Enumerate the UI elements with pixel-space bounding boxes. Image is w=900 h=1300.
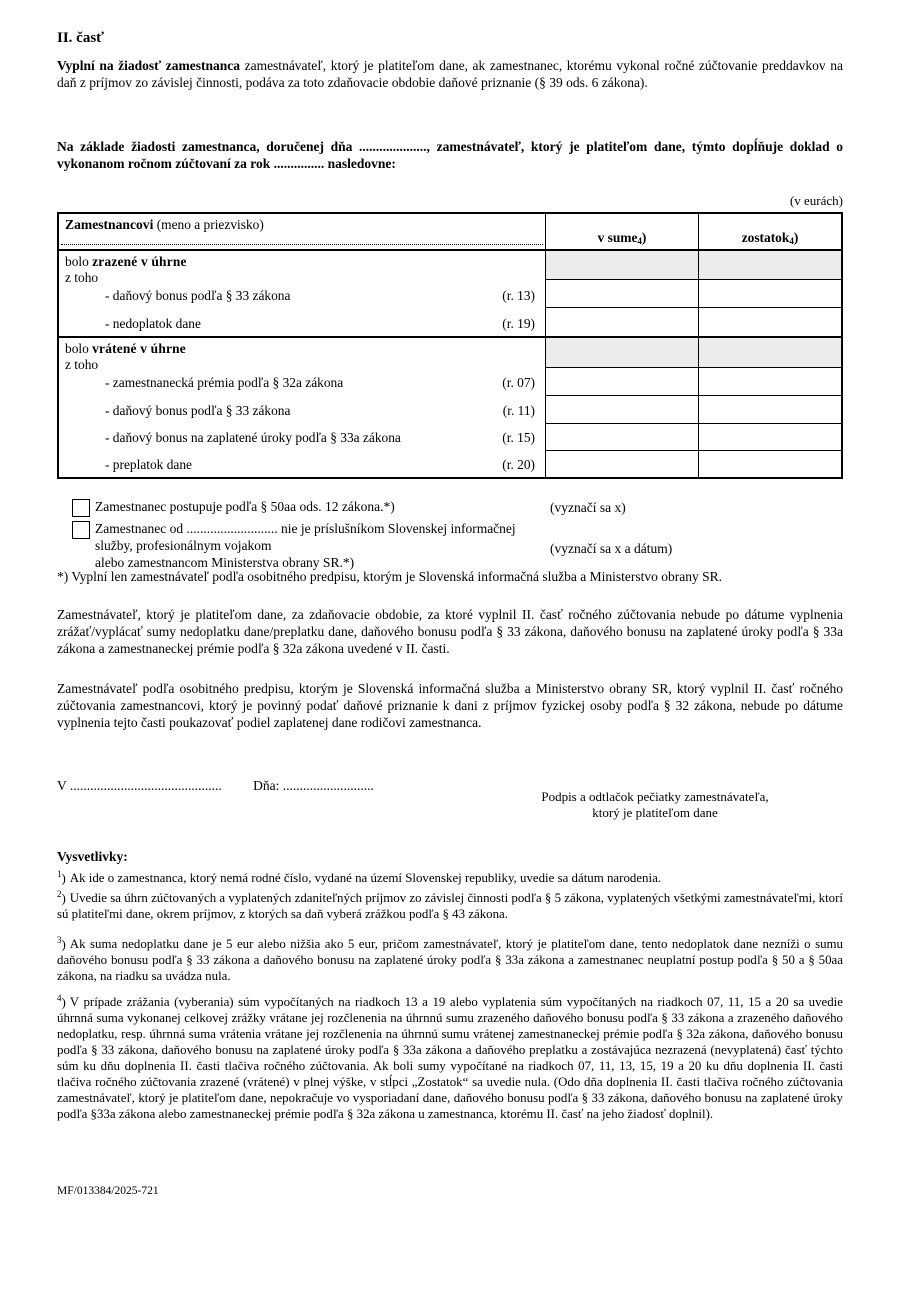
declaration-sis-label xyxy=(95,520,550,571)
column-header-balance-label: zostatok xyxy=(741,230,790,245)
declaration-sis-label-line2: alebo zamestnancom Ministerstva obrany SR.*) xyxy=(95,555,355,570)
withheld-group-title xyxy=(65,254,539,270)
row-label-r11-text: - daňový bonus podľa § 33 zákona xyxy=(105,403,291,418)
employee-name-label-bold: Zamestnancovi xyxy=(65,217,154,232)
withheld-group-labels xyxy=(59,251,546,336)
date-label: Dňa: xyxy=(253,778,280,793)
cell-r19-balance[interactable] xyxy=(699,308,841,336)
declaration-row-50aa xyxy=(57,498,843,517)
footnote-3 xyxy=(57,932,843,984)
withheld-title-prefix: bolo xyxy=(65,254,93,269)
form-code: MF/013384/2025-721 xyxy=(57,1185,159,1197)
footnotes-title: Vysvetlivky: xyxy=(57,849,128,864)
footnote-4 xyxy=(57,990,843,1122)
part-title: II. časť xyxy=(57,30,104,46)
refunded-group-row xyxy=(59,338,841,477)
employer-obligation-paragraph: Zamestnávateľ, ktorý je platiteľom dane, za zdaňovacie obdobie, za ktoré vyplnil II. časť ročného zúčtovania nebude po dátume vyplnenia zrážať/vyplácať sumy nedoplatku dane/preplatku dane, daňového bonusu podľa § 33 zákona, daňového bonusu na zaplatené úroky podľa § 33a zákona a zamestnaneckej prémie podľa § 32a zákona uvedené v II. časti. xyxy=(57,607,843,656)
footnote-2 xyxy=(57,886,843,922)
row-number-r07: (r. 07) xyxy=(502,375,535,390)
star-footnote: *) Vyplní len zamestnávateľ podľa osobitného predpisu, ktorým je Slovenská informačná služba a Ministerstvo obrany SR. xyxy=(57,569,722,584)
refunded-title-prefix: bolo xyxy=(65,341,93,356)
intro-rest: zamestnávateľ, ktorý je platiteľom dane, ak zamestnanec, ktorému vykonal ročné zúčtovanie preddavkov na daň z príjmov zo závislej činnosti, podáva za toto zdaňovacie obdobie daňové priznanie (§ 39 ods. 6 zákona). xyxy=(57,58,843,90)
footnote-4-marker: 4 xyxy=(57,993,62,1003)
row-number-r15: (r. 15) xyxy=(502,430,535,445)
column-header-balance xyxy=(699,214,841,249)
column-header-sum-sup: 4 xyxy=(637,236,642,246)
footnote-2-paren: ) xyxy=(61,891,66,906)
row-label-r07 xyxy=(65,375,539,391)
cell-r07-balance[interactable] xyxy=(699,368,841,396)
withheld-group-subtitle: z toho xyxy=(65,270,99,285)
declaration-row-sis xyxy=(57,520,843,571)
cell-r11-balance[interactable] xyxy=(699,396,841,424)
column-header-sum-label: v sume xyxy=(597,230,638,245)
signature-caption xyxy=(500,789,810,821)
withheld-balance-column xyxy=(699,251,841,336)
cell-r07-sum[interactable] xyxy=(546,368,698,396)
employee-name-fill-line[interactable] xyxy=(61,244,543,245)
refunded-group-labels xyxy=(59,338,546,477)
footnote-1-text: Ak ide o zamestnanca, ktorý nemá rodné číslo, vydané na území Slovenskej republiky, uvedie sa dátum narodenia. xyxy=(69,871,662,886)
employee-name-label-note: (meno a priezvisko) xyxy=(153,217,264,232)
footnote-1-paren: ) xyxy=(61,871,66,886)
withheld-group-row xyxy=(59,251,841,338)
employee-name-header-cell xyxy=(59,214,546,249)
place-label: V xyxy=(57,778,67,793)
column-header-balance-sup: 4 xyxy=(789,236,794,246)
checkbox-50aa[interactable] xyxy=(72,499,90,517)
footnote-1-marker: 1 xyxy=(57,869,62,879)
refunded-group-title xyxy=(65,341,539,357)
cell-r15-balance[interactable] xyxy=(699,424,841,451)
row-label-r15-text: - daňový bonus na zaplatené úroky podľa § 33a zákona xyxy=(105,430,401,445)
row-number-r20: (r. 20) xyxy=(502,457,535,472)
declaration-50aa-note: (vyznačí sa x) xyxy=(550,500,626,515)
row-label-r13 xyxy=(65,288,539,304)
row-label-r19-text: - nedoplatok dane xyxy=(105,316,201,331)
cell-r15-sum[interactable] xyxy=(546,424,698,451)
cell-r20-sum[interactable] xyxy=(546,451,698,477)
footnote-2-text: Uvedie sa úhrn zúčtovaných a vyplatených zdaniteľných príjmov zo závislej činnosti podľa § 5 zákona, vyplatených všetkými zamestnávateľmi, ktorí sú platiteľmi dane, okrem príjmov, z ktorých sa daň vyberá zrážkou podľa § 43 zákona. xyxy=(57,891,843,922)
row-number-r13: (r. 13) xyxy=(502,288,535,303)
refunded-sum-column xyxy=(546,338,699,477)
cell-r19-sum[interactable] xyxy=(546,308,698,336)
footnote-3-text: Ak suma nedoplatku dane je 5 eur alebo nižšia ako 5 eur, pričom zamestnávateľ, ktorý je platiteľom dane, tento nedoplatok dane nezníži o sumu daňového bonusu podľa § 33 zákona a daňového bonusu na zaplatené úroky podľa § 33a zákona a zamestnanec neuplatní postup podľa § 50 a § 50aa zákona, na riadku sa uvádza nula. xyxy=(57,937,843,984)
cell-r13-sum[interactable] xyxy=(546,280,698,308)
cell-withheld-total-balance xyxy=(699,251,841,280)
withheld-sum-column xyxy=(546,251,699,336)
footnote-2-marker: 2 xyxy=(57,889,62,899)
footnote-4-paren: ) xyxy=(61,995,66,1010)
date-fill-line[interactable]: ........................... xyxy=(282,778,374,793)
withheld-title-bold: zrazené v úhrne xyxy=(92,254,187,269)
intro-lead-bold: Vyplní na žiadosť zamestnanca xyxy=(57,58,241,73)
footnote-3-paren: ) xyxy=(61,937,66,952)
refunded-balance-column xyxy=(699,338,841,477)
column-header-sum xyxy=(546,214,699,249)
employee-name-label xyxy=(65,217,537,233)
signature-caption-line2: ktorý je platiteľom dane xyxy=(592,805,718,820)
intro-paragraph xyxy=(57,57,843,91)
refunded-title-bold: vrátené v úhrne xyxy=(92,341,186,356)
declaration-50aa-label: Zamestnanec postupuje podľa § 50aa ods. 12 zákona.*) xyxy=(95,499,395,514)
row-label-r11 xyxy=(65,403,539,419)
currency-note: (v eurách) xyxy=(789,193,843,208)
row-label-r15 xyxy=(65,430,539,446)
request-paragraph: Na základe žiadosti zamestnanca, doručenej dňa ...................., zamestnávateľ, ktorý je platiteľom dane, týmto dopĺňuje doklad o vykonanom ročnom zúčtovaní za rok ............... nasledovne: xyxy=(57,139,843,171)
column-header-sum-paren: ) xyxy=(641,230,647,245)
declaration-sis-label-line1: Zamestnanec od ........................... nie je príslušníkom Slovenskej informačnej služby, profesionálnym vojakom xyxy=(95,521,516,553)
refunded-group-subtitle: z toho xyxy=(65,357,99,372)
footnote-1 xyxy=(57,866,843,886)
cell-r13-balance[interactable] xyxy=(699,280,841,308)
cell-refunded-total-sum xyxy=(546,338,698,368)
declaration-section xyxy=(57,498,843,571)
row-label-r20 xyxy=(65,457,539,473)
row-number-r11: (r. 11) xyxy=(502,403,535,418)
settlement-table xyxy=(57,212,843,479)
footnote-3-marker: 3 xyxy=(57,935,62,945)
cell-r11-sum[interactable] xyxy=(546,396,698,424)
checkbox-sis[interactable] xyxy=(72,521,90,539)
cell-refunded-total-balance xyxy=(699,338,841,368)
row-label-r13-text: - daňový bonus podľa § 33 zákona xyxy=(105,288,291,303)
column-header-balance-paren: ) xyxy=(793,230,799,245)
cell-withheld-total-sum xyxy=(546,251,698,280)
row-number-r19: (r. 19) xyxy=(502,316,535,331)
row-label-r19 xyxy=(65,316,539,332)
declaration-sis-note: (vyznačí sa x a dátum) xyxy=(550,541,673,556)
footnote-4-text: V prípade zrážania (vyberania) súm vypočítaných na riadkoch 13 a 19 alebo vyplatenia súm vypočítaných na riadkoch 07, 11, 15 a 20 sa uvedie úhrnná suma vykonanej celkovej zrážky vrátane jej rozčlenenia na úhrnnú sumu zrazeného daňového bonusu podľa § 33 zákona a zrazeného daňového nedoplatku, resp. úhrnná suma vrátenia vrátane jej rozčlenenia na úhrnnú sumu vrátenej zamestnaneckej prémie podľa § 32a zákona, daňového bonusu podľa § 33 zákona, daňového bonusu na zaplatené úroky podľa § 33a zákona a daňového preplatku a zostávajúca nezrazená (nevyplatená) časť týchto súm ku dňu doplnenia II. časti tlačiva ročného zúčtovania. Ak boli sumy vypočítané na riadkoch 07, 11, 13, 15, 19 a 20 ku dňu doplnenia II. časti tlačiva ročného zúčtovania zrazené (vrátené) v plnej výške, v stĺpci „Zostatok“ sa uvedie nula. (Odo dňa doplnenia II. časti tlačiva ročného zúčtovania zamestnávateľ, ktorý je platiteľom dane, nepokračuje vo vysporiadaní dane, daňového bonusu podľa § 33 zákona, daňového bonusu na zaplatené úroky podľa §33a zákona alebo zamestnaneckej prémie podľa § 32a zákona u zamestnanca, ktorému II. časť na jeho žiadosť doplnil). xyxy=(57,995,843,1122)
cell-r20-balance[interactable] xyxy=(699,451,841,477)
special-employer-paragraph: Zamestnávateľ podľa osobitného predpisu, ktorým je Slovenská informačná služba a Ministerstvo obrany SR, ktorý vyplnil II. časť ročného zúčtovania zamestnancovi, ktorý je povinný podať daňové priznanie k dani z príjmov fyzickej osoby podľa § 32 zákona, nebude po dátume vyplnenia tejto časti poukazovať podiel zaplatenej dane rodičovi zamestnanca. xyxy=(57,681,843,730)
signature-caption-line1: Podpis a odtlačok pečiatky zamestnávateľa, xyxy=(541,789,769,804)
place-fill-line[interactable]: ............................................. xyxy=(69,778,222,793)
row-label-r07-text: - zamestnanecká prémia podľa § 32a zákona xyxy=(105,375,344,390)
table-header-row xyxy=(59,214,841,251)
row-label-r20-text: - preplatok dane xyxy=(105,457,192,472)
